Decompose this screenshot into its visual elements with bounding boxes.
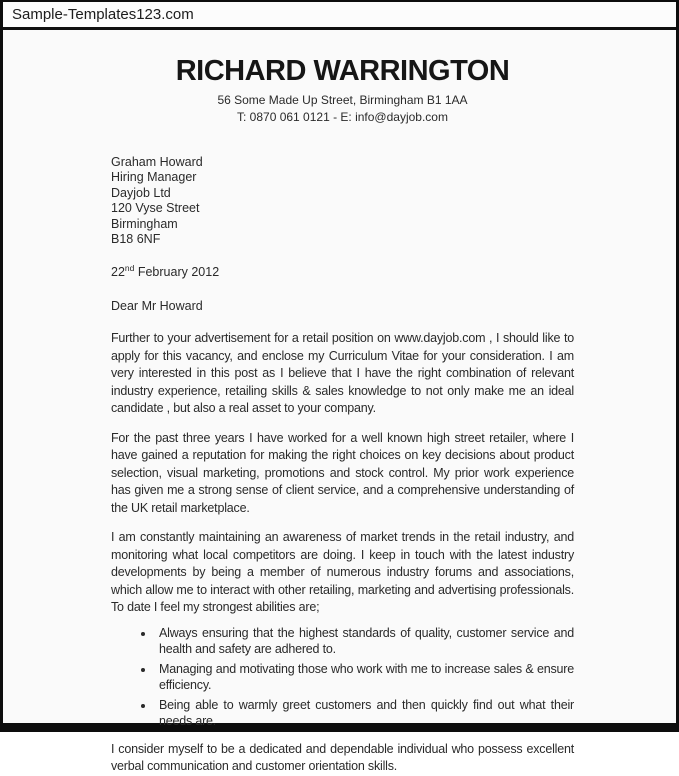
date-day: 22: [111, 265, 125, 280]
watermark-bar: [3, 2, 676, 30]
cover-letter-document: [3, 30, 676, 776]
industry-awareness-paragraph: I am constantly maintaining an awareness of market trends in the retail industry, and monitoring what local competitors are doing. I keep in touch with the latest industry developments by being a member of numerous industry forums and associations, which allow me to interact with other retailing, marketing and advertising professionals. To date I feel my strongest abilities are;: [111, 530, 574, 615]
recipient-block: [111, 155, 574, 248]
recipient-company: Dayjob Ltd: [111, 185, 171, 200]
recipient-city: Birmingham: [111, 216, 178, 231]
date-month-year: February 2012: [134, 265, 220, 280]
salutation: Dear Mr Howard: [111, 299, 203, 314]
letterhead: [111, 56, 574, 125]
sender-name: RICHARD WARRINGTON: [175, 55, 510, 87]
experience-paragraph: For the past three years I have worked for a well known high street retailer, where I have gained a reputation for making the right choices on key decisions about product selection, visual marketing, promotions and stock control. My prior work experience has given me a strong sense of client service, and a comprehensive understanding of the UK retail marketplace.: [111, 430, 574, 515]
list-item: • Always ensuring that the highest standards of quality, customer service and health and safety are adhered to.: [155, 625, 574, 657]
recipient-name: Graham Howard: [111, 154, 203, 169]
recipient-street: 120 Vyse Street: [111, 201, 200, 216]
watermark-site-label: Sample-Templates123.com: [12, 6, 194, 23]
recipient-postcode: B18 6NF: [111, 232, 161, 247]
list-item: • Managing and motivating those who work with me to increase sales & ensure efficiency.: [155, 661, 574, 693]
sender-address: 56 Some Made Up Street, Birmingham B1 1AA: [217, 92, 468, 107]
recipient-title: Hiring Manager: [111, 170, 197, 185]
date-ordinal-suffix: nd: [124, 262, 135, 273]
closing-paragraph: I consider myself to be a dedicated and dependable individual who possess excellent verbal communication and customer orientation skills.: [111, 741, 574, 774]
sender-contact: T: 0870 061 0121 - E: info@dayjob.com: [237, 109, 448, 124]
intro-paragraph: Further to your advertisement for a retail position on www.dayjob.com , I should like to apply for this vacancy, and enclose my Curriculum Vitae for your consideration. I am very interested in this post as I believe that I have the right combination of relevant industry experience, retailing skills & sales knowledge to not only make me an ideal candidate , but also a real asset to your company.: [111, 331, 574, 416]
strengths-list: [111, 625, 574, 729]
letter-date: [111, 263, 574, 279]
list-item: • Being able to warmly greet customers and then quickly find out what their needs are.: [155, 697, 574, 729]
